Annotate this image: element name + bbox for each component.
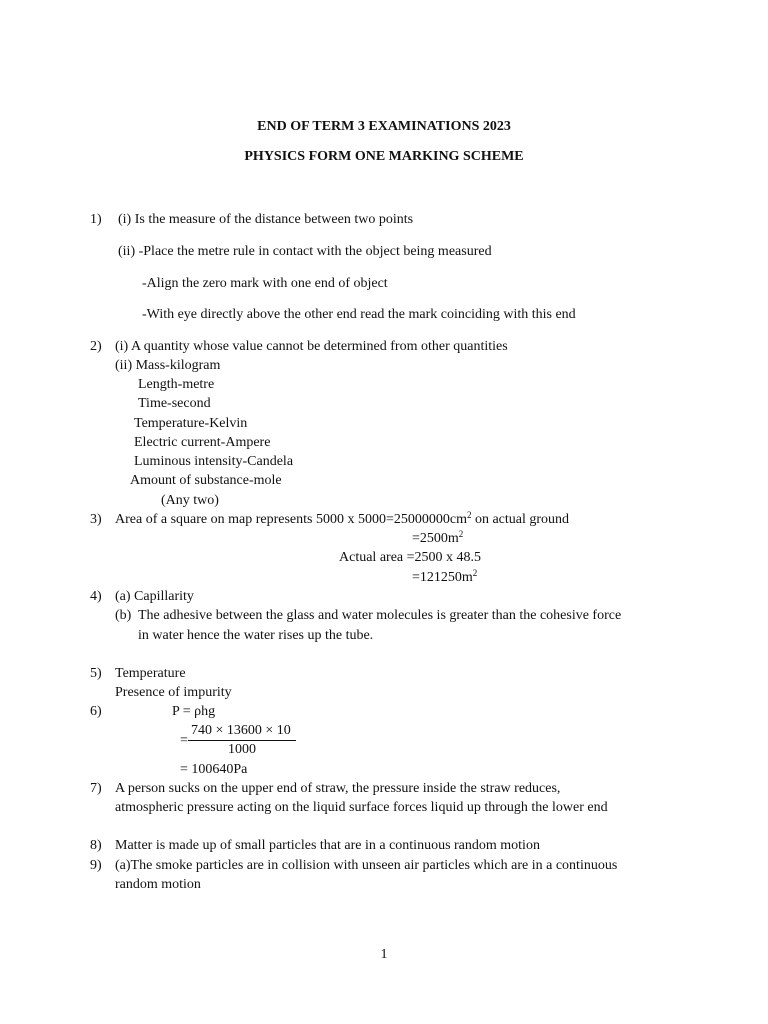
q6-formula: P = ρhg <box>172 704 216 719</box>
q1-part-ii-line2: -Align the zero mark with one end of object <box>142 276 388 291</box>
q9-line2: random motion <box>115 877 201 892</box>
q3-line1: Area of a square on map represents 5000 x $5000=25000000cm^2$ on actual ground <box>115 510 570 527</box>
q8-line1: Matter is made up of small particles that are in a continuous random motion <box>115 838 540 853</box>
q2-unit-luminous: Luminous intensity-Candela <box>134 454 294 469</box>
q2-unit-substance: Amount of substance-mole <box>130 473 282 488</box>
q4-part-a: (a) Capillarity <box>115 589 194 604</box>
question-number-6: 6) <box>90 704 102 719</box>
q6-equals: = <box>180 733 188 748</box>
q4-part-b-line2: in water hence the water rises up the tube. <box>138 628 374 643</box>
question-number-7: 7) <box>90 781 102 796</box>
q6-numerator: 740 × 13600 × 10 <box>191 723 291 738</box>
question-number-9: 9) <box>90 858 102 873</box>
q7-line2: atmospheric pressure acting on the liquid surface forces liquid up through the lower end <box>115 800 608 815</box>
q6-denominator: 1000 <box>228 742 256 757</box>
question-number-1: 1) <box>90 212 102 227</box>
q2-part-ii: (ii) Mass-kilogram <box>115 358 221 373</box>
q2-unit-time: Time-second <box>138 396 211 411</box>
q4-part-b-line1: The adhesive between the glass and water molecules is greater than the cohesive force <box>138 608 622 623</box>
q3-line4: $=121250m^2$ <box>412 568 478 585</box>
q7-line1: A person sucks on the upper end of straw, the pressure inside the straw reduces, <box>115 781 561 796</box>
document-title: END OF TERM 3 EXAMINATIONS 2023 <box>257 119 511 134</box>
page-number: 1 <box>380 947 388 962</box>
q6-result: = 100640Pa <box>180 762 248 777</box>
q3-line2: $=2500m^2$ <box>412 529 464 546</box>
q1-part-i: (i) Is the measure of the distance between two points <box>118 212 414 227</box>
q2-unit-temperature: Temperature-Kelvin <box>134 416 248 431</box>
q2-part-i: (i) A quantity whose value cannot be determined from other quantities <box>115 339 508 354</box>
q5-line1: Temperature <box>115 666 186 681</box>
q2-any-two-note: (Any two) <box>161 493 219 508</box>
question-number-8: 8) <box>90 838 102 853</box>
q2-unit-length: Length-metre <box>138 377 215 392</box>
question-number-3: 3) <box>90 512 102 527</box>
q1-part-ii-line3: -With eye directly above the other end read the mark coinciding with this end <box>142 307 576 322</box>
q5-line2: Presence of impurity <box>115 685 232 700</box>
document-subtitle: PHYSICS FORM ONE MARKING SCHEME <box>244 149 524 164</box>
question-number-5: 5) <box>90 666 102 681</box>
question-number-4: 4) <box>90 589 102 604</box>
question-number-2: 2) <box>90 339 102 354</box>
q1-part-ii-line1: (ii) -Place the metre rule in contact with the object being measured <box>118 244 492 259</box>
q3-line3: Actual area =2500 x 48.5 <box>339 550 482 565</box>
q9-line1: (a)The smoke particles are in collision with unseen air particles which are in a continuous <box>115 858 618 873</box>
q4-part-b-label: (b) <box>115 608 132 623</box>
q2-unit-current: Electric current-Ampere <box>134 435 271 450</box>
